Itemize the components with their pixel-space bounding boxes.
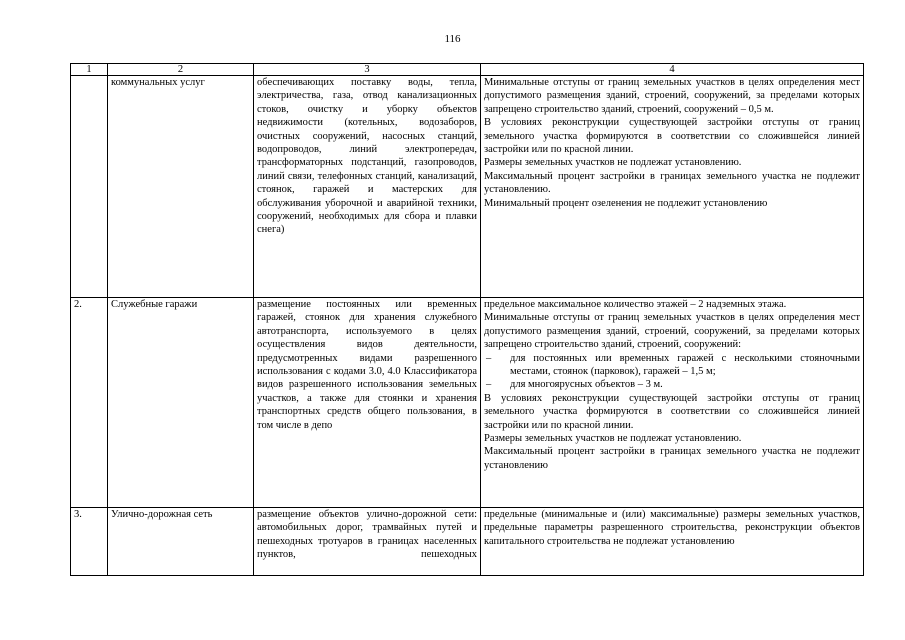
use-type-description (254, 76, 481, 298)
parameter-paragraph: предельные (минимальные и (или) максимальные) размеры земельных участков, предельные параметры разрешенного строительства, реконструкции объектов капитального строительства не подлежат установлению (484, 509, 860, 547)
header-col-1: 1 (71, 64, 108, 76)
table-row (71, 508, 864, 576)
use-type-description (254, 508, 481, 576)
parameter-paragraph: Максимальный процент застройки в границах земельного участка не подлежит установлению. (484, 170, 860, 196)
use-type-description (254, 298, 481, 508)
row-number (71, 76, 108, 298)
table-header-row (71, 64, 864, 76)
row-number: 2. (71, 298, 108, 508)
description-text: обеспечивающих поставку воды, тепла, электричества, газа, отвод канализационных стоков, очистку и уборку объектов недвижимости (котельных, водозаборов, очистных сооружений, насосных станций, водопроводов, линий электропередач, трансформаторных подстанций, газопроводов, линий связи, телефонных станций, канализаций, стоянок, гаражей и мастерских для обслуживания уборочной и аварийной техники, сооружений, необходимых для сбора и плавки снега) (257, 77, 477, 236)
page-number: 116 (444, 33, 461, 45)
regulations-table (70, 63, 864, 576)
use-type-name: Служебные гаражи (108, 298, 254, 508)
parameter-paragraph: Минимальные отступы от границ земельных участков в целях определения мест допустимого размещения зданий, строений, сооружений, за пределами которых запрещено строительство зданий, строений, сооружений: (484, 312, 860, 351)
parameter-paragraph: Минимальный процент озеленения не подлежит установлению (484, 197, 768, 209)
dash-marker: – (486, 379, 492, 391)
dash-marker: – (486, 352, 492, 364)
header-col-2: 2 (108, 64, 254, 76)
parameter-paragraph: Минимальные отступы от границ земельных участков в целях определения мест допустимого размещения зданий, строений, сооружений, за пределами которых запрещено строительство зданий, строений, сооружений – 0,5 м. (484, 77, 860, 115)
dash-list-item (484, 352, 860, 379)
use-type-name: Улично-дорожная сеть (108, 508, 254, 576)
use-type-name: коммунальных услуг (108, 76, 254, 298)
header-col-4: 4 (481, 64, 864, 76)
parameters-cell (481, 508, 864, 576)
header-col-3: 3 (254, 64, 481, 76)
parameter-paragraph: В условиях реконструкции существующей застройки отступы от границ земельного участка формируются в соответствии со сложившейся линией застройки или по красной линии. (484, 392, 860, 431)
dash-item-text: для многоярусных объектов – 3 м. (510, 379, 663, 391)
parameters-cell (481, 298, 864, 508)
parameter-paragraph: В условиях реконструкции существующей застройки отступы от границ земельного участка формируются в соответствии со сложившейся линией застройки или по красной линии. (484, 117, 860, 156)
dash-list-item (484, 378, 860, 391)
description-text: размещение объектов улично-дорожной сети: автомобильных дорог, трамвайных путей и пешеходных тротуаров в границах населенных пунктов, пешеходных (257, 509, 477, 561)
description-text: размещение постоянных или временных гаражей, стоянок для хранения служебного автотранспорта, используемого в целях осуществления видов деятельности, предусмотренных видами разрешенного использования с кодами 3.0, 4.0 Классификатора видов разрешенного использования земельных участков, а также для стоянки и хранения транспортных средств общего пользования, в том числе в депо (257, 299, 477, 431)
parameter-paragraph: предельное максимальное количество этажей – 2 надземных этажа. (484, 299, 787, 310)
parameter-paragraph: Размеры земельных участков не подлежат установлению. (484, 157, 742, 169)
table-row (71, 298, 864, 508)
table-row (71, 76, 864, 298)
parameter-paragraph: Максимальный процент застройки в границах земельного участка не подлежит установлению (484, 446, 860, 471)
parameter-paragraph: Размеры земельных участков не подлежат установлению. (484, 433, 742, 445)
parameters-cell (481, 76, 864, 298)
dash-item-text: для постоянных или временных гаражей с несколькими стояночными местами, стоянок (парковок), гаражей – 1,5 м; (510, 352, 860, 378)
row-number: 3. (71, 508, 108, 576)
